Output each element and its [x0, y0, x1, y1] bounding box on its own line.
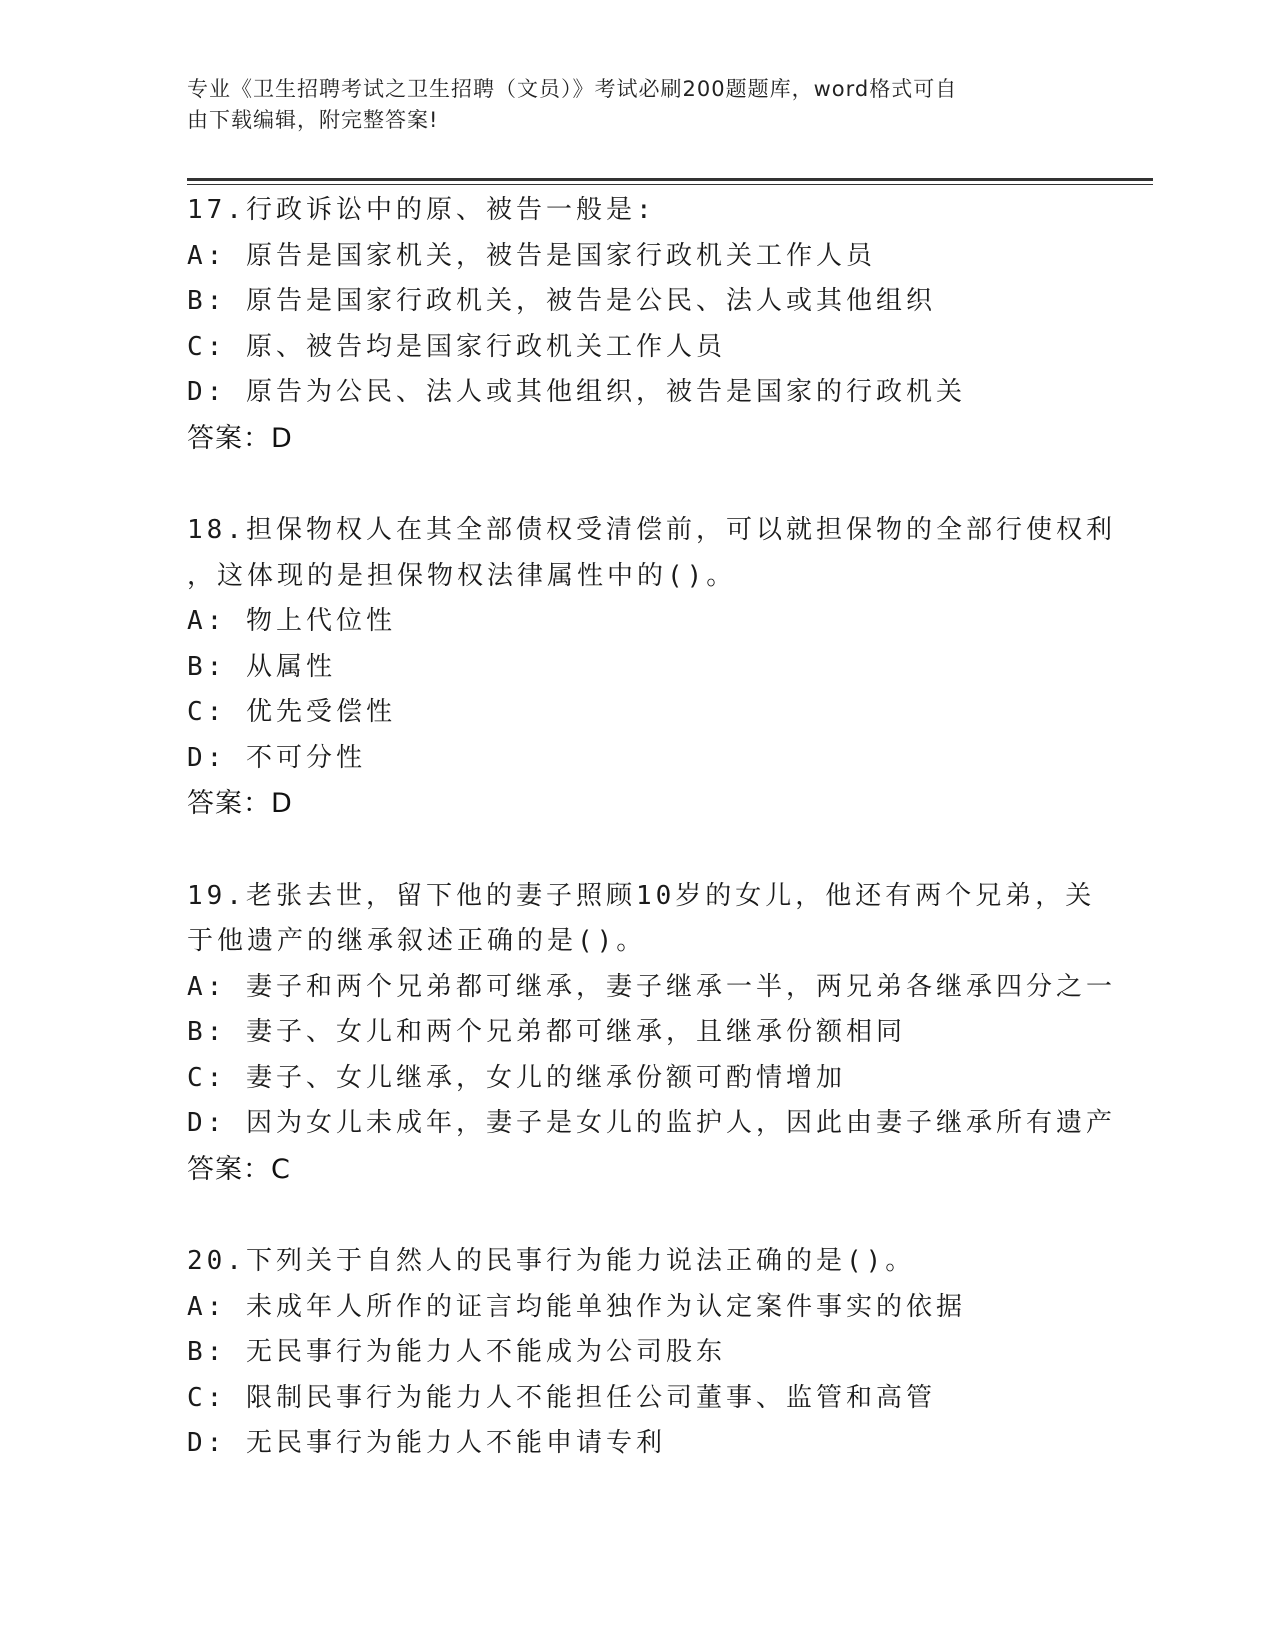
question-20 [187, 1239, 1087, 1467]
option-c: C: 原、被告均是国家行政机关工作人员 [187, 331, 726, 362]
option-a: A: 原告是国家机关，被告是国家行政机关工作人员 [187, 240, 876, 271]
header-line-2: 由下载编辑，附完整答案! [187, 108, 439, 132]
option-d: D: 原告为公民、法人或其他组织，被告是国家的行政机关 [187, 377, 966, 407]
question-stem: 17.行政诉讼中的原、被告一般是: [187, 195, 656, 225]
question-stem: 19.老张去世，留下他的妻子照顾10岁的女儿，他还有两个兄弟，关 [187, 880, 1096, 911]
question-spacer [187, 461, 1087, 508]
option-b: B: 从属性 [187, 651, 336, 682]
option-c: C: 限制民事行为能力人不能担任公司董事、监管和高管 [187, 1382, 936, 1413]
question-spacer [187, 1192, 1087, 1239]
header-line-1: 专业《卫生招聘考试之卫生招聘（文员）》考试必刷200题题库，word格式可自 [187, 77, 958, 101]
option-b: B: 妻子、女儿和两个兄弟都可继承，且继承份额相同 [187, 1017, 906, 1047]
option-a: A: 妻子和两个兄弟都可继承，妻子继承一半，两兄弟各继承四分之一 [187, 971, 1116, 1002]
option-b: B: 无民事行为能力人不能成为公司股东 [187, 1337, 726, 1367]
question-spacer [187, 827, 1087, 874]
option-a: A: 物上代位性 [187, 606, 396, 636]
header-divider-thin [187, 184, 1153, 185]
question-stem-continued: 于他遗产的继承叙述正确的是()。 [187, 926, 647, 956]
option-c: C: 优先受偿性 [187, 697, 396, 727]
option-c: C: 妻子、女儿继承，女儿的继承份额可酌情增加 [187, 1062, 846, 1093]
question-18 [187, 508, 1116, 827]
question-list [187, 188, 1116, 1467]
question-19 [187, 874, 1116, 1193]
option-a: A: 未成年人所作的证言均能单独作为认定案件事实的依据 [187, 1291, 966, 1322]
question-17 [187, 188, 1087, 461]
option-d: D: 不可分性 [187, 742, 366, 773]
header-divider-thick [187, 178, 1153, 181]
question-stem: 20.下列关于自然人的民事行为能力说法正确的是()。 [187, 1246, 916, 1276]
answer-line: 答案：D [187, 788, 293, 819]
answer-line: 答案：D [187, 422, 293, 454]
option-d: D: 因为女儿未成年，妻子是女儿的监护人，因此由妻子继承所有遗产 [187, 1108, 1116, 1138]
option-d: D: 无民事行为能力人不能申请专利 [187, 1428, 666, 1458]
option-b: B: 原告是国家行政机关，被告是公民、法人或其他组织 [187, 286, 936, 316]
answer-line: 答案：C [187, 1153, 291, 1185]
question-stem: 18.担保物权人在其全部债权受清偿前，可以就担保物的全部行使权利 [187, 515, 1116, 545]
question-stem-continued: ，这体现的是担保物权法律属性中的()。 [187, 560, 737, 591]
document-header [187, 74, 1067, 136]
